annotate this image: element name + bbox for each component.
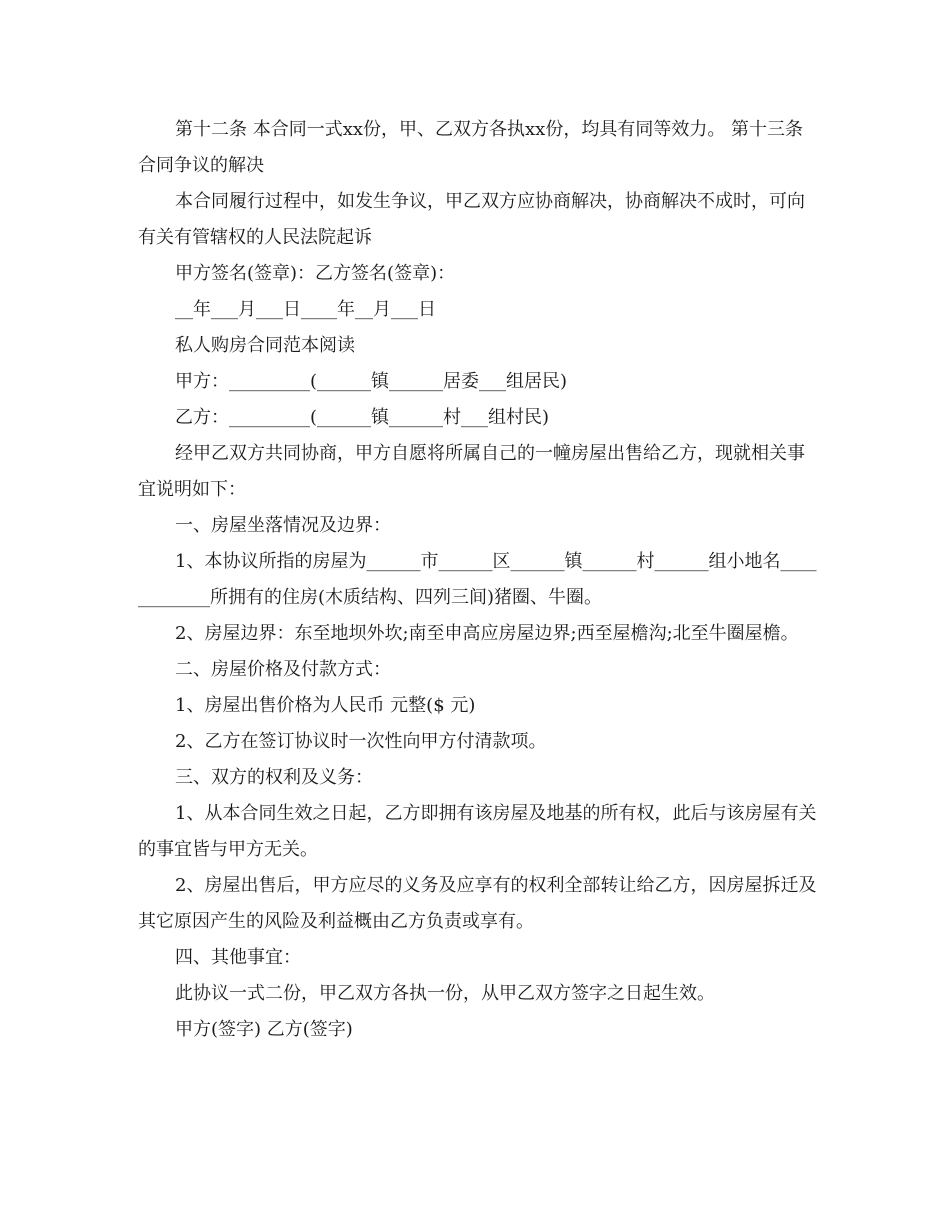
- document-body: [138, 112, 818, 1048]
- rights-item-2: 2、房屋出售后，甲方应尽的义务及应享有的权利全部转让给乙方，因房屋拆迁及其它原因产生的风险及利益概由乙方负责或享有。: [138, 875, 817, 932]
- clause-12-paragraph: 第十二条 本合同一式xx份，甲、乙双方各执xx份，均具有同等效力。 第十三条 合同争议的解决: [138, 119, 809, 176]
- rights-item-1: 1、从本合同生效之日起，乙方即拥有该房屋及地基的所有权，此后与该房屋有关的事宜皆与甲方无关。: [138, 803, 817, 860]
- intro-paragraph: 经甲乙双方共同协商，甲方自愿将所属自己的一幢房屋出售给乙方，现就相关事宜说明如下：: [138, 443, 805, 500]
- heading-rights-obligations: 三、双方的权利及义务：: [175, 767, 373, 788]
- other-matters-paragraph: 此协议一式二份，甲乙双方各执一份，从甲乙双方签字之日起生效。: [175, 983, 715, 1004]
- section-title: 私人购房合同范本阅读: [175, 335, 355, 356]
- price-item-2: 2、乙方在签订协议时一次性向甲方付清款项。: [175, 731, 547, 752]
- heading-price-payment: 二、房屋价格及付款方式：: [175, 659, 391, 680]
- heading-house-location: 一、房屋坐落情况及边界：: [175, 515, 391, 536]
- dispute-resolution-paragraph: 本合同履行过程中，如发生争议，甲乙双方应协商解决，协商解决不成时，可向有关有管辖权的人民法院起诉: [138, 191, 805, 248]
- signature-line-paragraph: 甲方签名(签章)：乙方签名(签章)：: [175, 263, 456, 284]
- heading-other-matters: 四、其他事宜：: [175, 947, 301, 968]
- house-location-item-2: 2、房屋边界：东至地坝外坎;南至申高应房屋边界;西至屋檐沟;北至牛圈屋檐。: [175, 623, 799, 644]
- party-b-line: 乙方：_________(______镇______村___组村民): [175, 407, 550, 428]
- party-a-line: 甲方：_________(______镇______居委___组居民): [175, 371, 568, 392]
- house-location-item-1: 1、本协议所指的房屋为______市______区______镇______村______组小地名____________所拥有的住房(木质结构、四列三间)猪圈、牛圈。: [138, 551, 817, 608]
- price-item-1: 1、房屋出售价格为人民币 元整($ 元): [175, 695, 476, 716]
- date-line-paragraph: __年___月___日____年__月___日: [175, 299, 436, 320]
- final-signature-line: 甲方(签字) 乙方(签字): [175, 1019, 353, 1040]
